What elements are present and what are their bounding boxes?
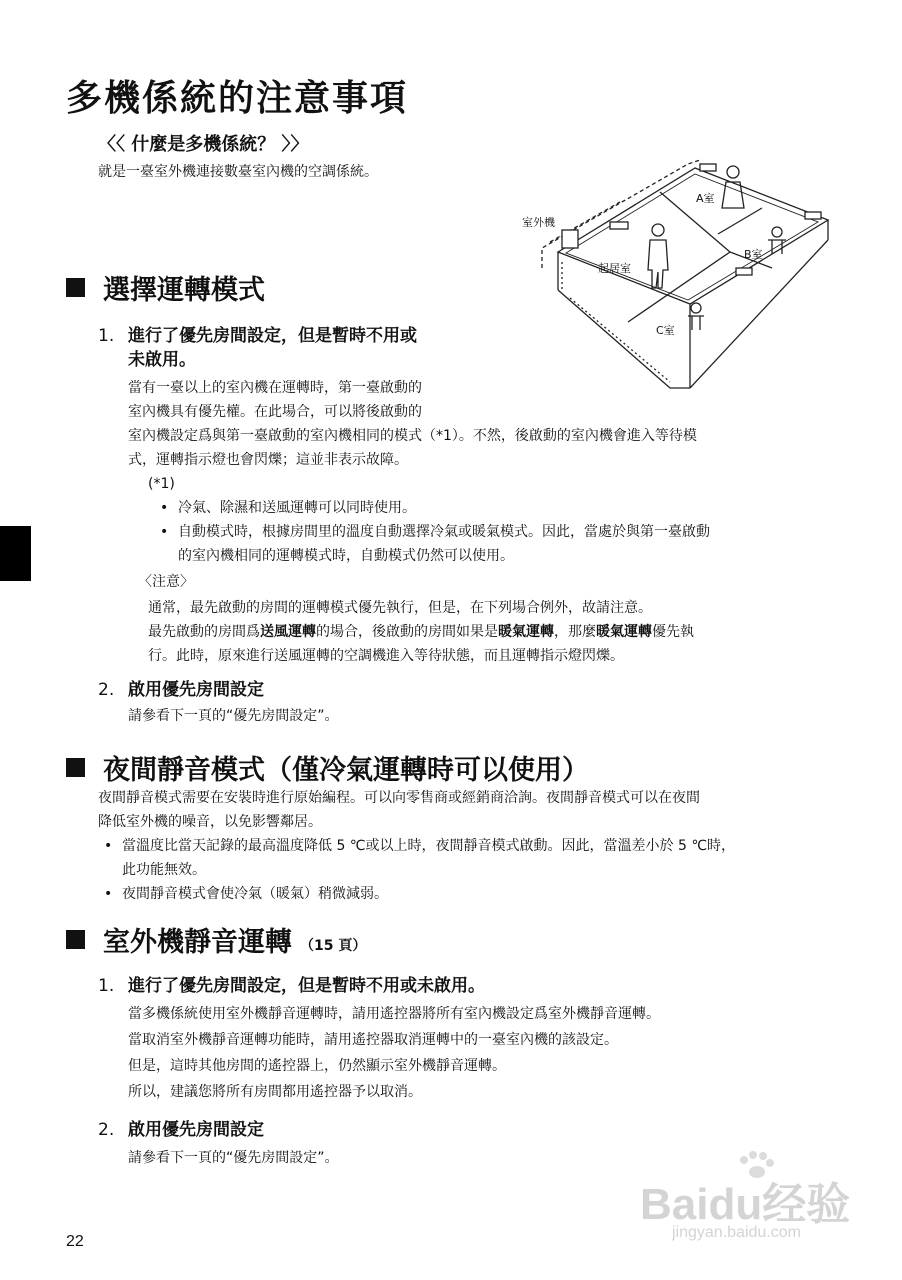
what-is-text: 就是一臺室外機連接數臺室內機的空調係統。 <box>98 164 378 180</box>
bullet-icon: • <box>104 838 113 854</box>
caution-text: ，那麼 <box>554 624 596 640</box>
bullet-icon: • <box>104 886 113 902</box>
paragraph-line: 夜間靜音模式需要在安裝時進行原始編程。可以向零售商或經銷商洽詢。夜間靜音模式可以在夜間 <box>98 790 700 806</box>
label-room-b: B室 <box>744 248 763 261</box>
item-number: 1. <box>98 976 115 996</box>
section-heading-text: 室外機靜音運轉 <box>103 927 292 958</box>
caution-text: 優先執 <box>652 624 694 640</box>
section-heading-outdoor-quiet <box>66 920 366 959</box>
caution-text: 的場合，後啟動的房間如果是 <box>316 624 498 640</box>
item-title <box>98 1118 264 1142</box>
item-title-text: 啟用優先房間設定 <box>128 680 264 700</box>
paragraph-line: 式，運轉指示燈也會閃爍；這並非表示故障。 <box>128 452 408 468</box>
bullet-icon: • <box>160 500 169 516</box>
paragraph-line: 當有一臺以上的室內機在運轉時，第一臺啟動的 <box>128 380 422 396</box>
watermark-logo: Baidu经验 <box>640 1180 851 1229</box>
paragraph-line: 降低室外機的噪音，以免影響鄰居。 <box>98 814 322 830</box>
paragraph-line: 當多機係統使用室外機靜音運轉時，請用遙控器將所有室內機設定爲室外機靜音運轉。 <box>128 1006 660 1022</box>
item-title <box>98 974 485 998</box>
paragraph-line: 當取消室外機靜音運轉功能時，請用遙控器取消運轉中的一臺室內機的該設定。 <box>128 1032 618 1048</box>
item-title-continued: 未啟用。 <box>128 350 196 370</box>
bullet-text-continued: 的室內機相同的運轉模式時，自動模式仍然可以使用。 <box>178 548 514 564</box>
section-square-icon <box>66 278 85 297</box>
item-title <box>98 678 264 702</box>
item-number: 2. <box>98 1120 115 1140</box>
section-heading-text: 夜間靜音模式（僅冷氣運轉時可以使用） <box>103 755 589 786</box>
what-is-heading: 〈〈 什麼是多機係統？ 〉〉 <box>98 134 309 155</box>
caution-line: 行。此時，原來進行送風運轉的空調機進入等待狀態，而且運轉指示燈閃爍。 <box>148 648 624 664</box>
bullet-text: 當溫度比當天記錄的最高溫度降低 5 ℃或以上時，夜間靜音模式啟動。因此，當溫差小於 5 ℃時， <box>122 838 736 854</box>
label-room-a: A室 <box>696 192 715 205</box>
bullet-text: 夜間靜音模式會使冷氣（暖氣）稍微減弱。 <box>122 886 388 902</box>
page-reference: （15 頁） <box>300 937 367 954</box>
caution-emphasis-fan: 送風運轉 <box>260 624 316 640</box>
caution-emphasis-heat: 暖氣運轉 <box>498 624 554 640</box>
paragraph-line: 所以，建議您將所有房間都用遙控器予以取消。 <box>128 1084 422 1100</box>
caution-text: 最先啟動的房間爲 <box>148 624 260 640</box>
section-heading-night-quiet <box>66 748 589 787</box>
item-number: 1. <box>98 326 115 346</box>
watermark-url: jingyan.baidu.com <box>672 1224 801 1241</box>
section-square-icon <box>66 758 85 777</box>
section-heading-text: 選擇運轉模式 <box>103 275 265 306</box>
floorplan-illustration <box>510 150 840 395</box>
chapter-tab-marker <box>0 526 31 581</box>
bullet-icon: • <box>160 524 169 540</box>
footnote-label: (*1) <box>148 476 175 492</box>
bullet-text: 自動模式時，根據房間里的溫度自動選擇冷氣或暖氣模式。因此，當處於與第一臺啟動 <box>178 524 710 540</box>
section-square-icon <box>66 930 85 949</box>
caution-line-emphasis <box>148 620 694 644</box>
label-living-room: 起居室 <box>598 262 631 275</box>
bullet-item <box>104 834 735 858</box>
bullet-item <box>160 496 416 520</box>
paragraph-line: 室內機具有優先權。在此場合，可以將後啟動的 <box>128 404 422 420</box>
multi-room-diagram <box>510 150 840 395</box>
bullet-text-continued: 此功能無效。 <box>122 862 206 878</box>
item-title-text: 進行了優先房間設定，但是暫時不用或 <box>128 326 417 346</box>
page-number: 22 <box>66 1233 84 1250</box>
paragraph-line: 但是，這時其他房間的遙控器上，仍然顯示室外機靜音運轉。 <box>128 1058 506 1074</box>
item-title-text: 啟用優先房間設定 <box>128 1120 264 1140</box>
bullet-text: 冷氣、除濕和送風運轉可以同時使用。 <box>178 500 416 516</box>
caution-line: 通常，最先啟動的房間的運轉模式優先執行，但是，在下列場合例外，故請注意。 <box>148 600 652 616</box>
item-text: 請參看下一頁的“優先房間設定”。 <box>128 1150 339 1166</box>
item-number: 2. <box>98 680 115 700</box>
paragraph-line: 室內機設定爲與第一臺啟動的室內機相同的模式（*1）。不然，後啟動的室內機會進入等待模 <box>128 428 697 444</box>
label-room-c: C室 <box>656 324 675 337</box>
item-title <box>98 324 417 348</box>
bullet-item <box>160 520 710 544</box>
section-heading-operation-mode <box>66 268 265 307</box>
bullet-item <box>104 882 388 906</box>
caution-label: 〈注意〉 <box>138 574 194 590</box>
item-title-text: 進行了優先房間設定，但是暫時不用或未啟用。 <box>128 976 485 996</box>
item-text: 請參看下一頁的“優先房間設定”。 <box>128 708 339 724</box>
label-outdoor-unit: 室外機 <box>522 216 555 229</box>
page-title: 多機係統的注意事項 <box>66 78 409 119</box>
caution-emphasis-heat: 暖氣運轉 <box>596 624 652 640</box>
watermark <box>640 1150 880 1250</box>
